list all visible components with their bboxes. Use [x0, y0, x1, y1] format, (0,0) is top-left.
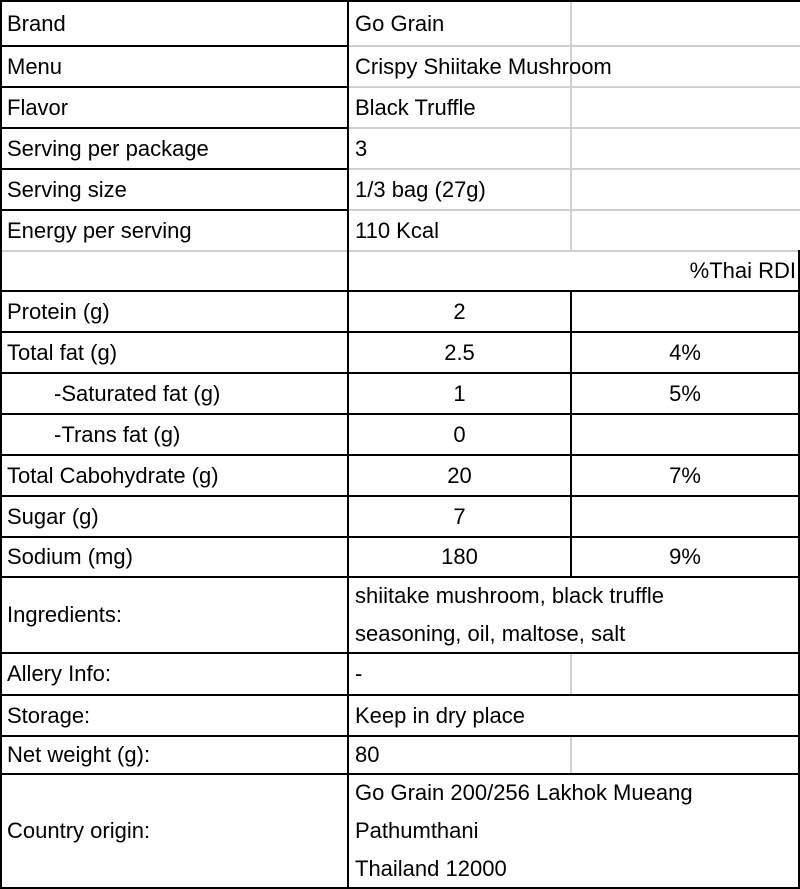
energy-value: 110 Kcal [355, 217, 439, 243]
country-origin-value [349, 775, 798, 887]
flavor-value: Black Truffle [355, 94, 476, 120]
nutrient-amount: 180 [441, 544, 478, 569]
nutrient-rdi: 4% [669, 339, 701, 365]
brand-value: Go Grain [355, 10, 445, 36]
grid-line [0, 250, 349, 252]
net-weight-label: Net weight (g): [7, 742, 151, 767]
energy-label: Energy per serving [7, 217, 192, 243]
nutrient-amount: 0 [453, 421, 466, 447]
nutrient-amount: 2.5 [444, 339, 475, 365]
country-origin-line: Thailand 12000 [355, 856, 507, 881]
ingredients-label: Ingredients: [7, 602, 122, 627]
serving-size-label: Serving size [7, 176, 127, 202]
storage-value: Keep in dry place [355, 702, 525, 728]
net-weight-value: 80 [355, 742, 380, 767]
ingredients-line: seasoning, oil, maltose, salt [355, 621, 626, 646]
menu-label: Menu [7, 53, 63, 79]
thai-rdi-header: %Thai RDI [689, 258, 796, 283]
nutrient-label: Sugar (g) [7, 503, 99, 529]
nutrient-rdi: 7% [669, 462, 701, 488]
allergy-label: Allery Info: [7, 661, 111, 686]
nutrient-label: -Trans fat (g) [54, 421, 181, 447]
nutrient-label: Sodium (mg) [7, 544, 133, 569]
menu-value: Crispy Shiitake Mushroom [355, 53, 612, 79]
nutrient-amount: 7 [453, 503, 466, 529]
nutrient-amount: 1 [453, 380, 466, 406]
ingredients-line: shiitake mushroom, black truffle [355, 583, 664, 608]
nutrient-rdi [572, 292, 798, 331]
nutrient-label: -Saturated fat (g) [54, 380, 221, 406]
ingredients-value [349, 578, 798, 652]
serving-per-package-label: Serving per package [7, 135, 209, 161]
country-origin-label: Country origin: [7, 818, 151, 843]
allergy-value: - [355, 661, 363, 686]
country-origin-line: Pathumthani [355, 818, 479, 843]
storage-label: Storage: [7, 702, 91, 728]
grid-line [570, 652, 572, 694]
nutrient-rdi: 5% [669, 380, 701, 406]
country-origin-line: Go Grain 200/256 Lakhok Mueang [355, 780, 693, 805]
nutrient-rdi [572, 497, 798, 536]
serving-size-value: 1/3 bag (27g) [355, 176, 486, 202]
nutrient-amount: 20 [447, 462, 472, 488]
nutrient-label: Total fat (g) [7, 339, 118, 365]
nutrient-rdi: 9% [669, 544, 701, 569]
serving-per-package-value: 3 [355, 135, 368, 161]
nutrient-amount: 2 [453, 298, 466, 324]
flavor-label: Flavor [7, 94, 69, 120]
nutrient-label: Protein (g) [7, 298, 110, 324]
nutrient-rdi [572, 415, 798, 454]
nutrient-label: Total Cabohydrate (g) [7, 462, 219, 488]
brand-label: Brand [7, 10, 66, 36]
